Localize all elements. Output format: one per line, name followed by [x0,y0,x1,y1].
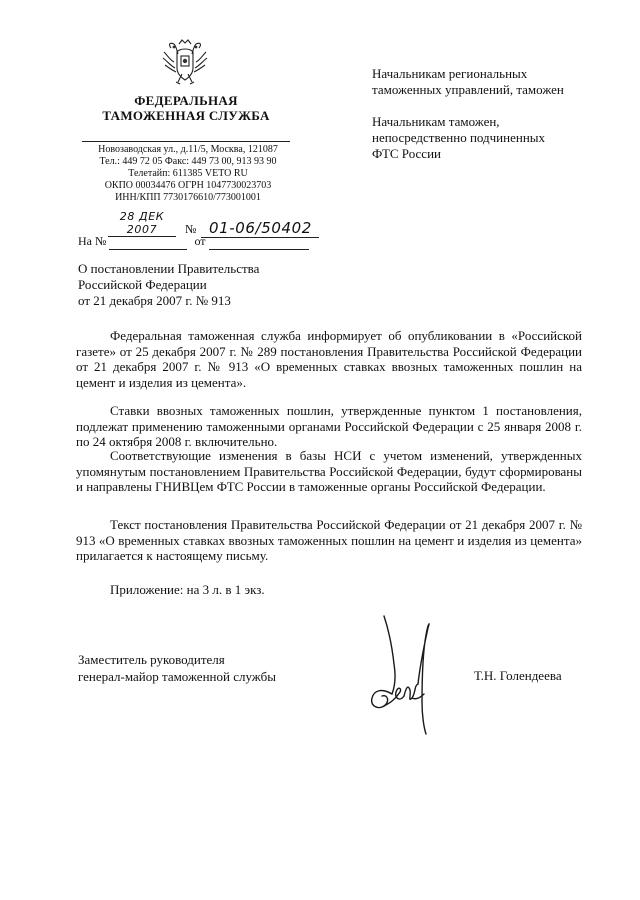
reply-from-label: от [194,234,206,248]
subject-line: О постановлении Правительства [78,261,260,276]
sender-address: Новозаводская ул., д.11/5, Москва, 121087 [98,144,278,155]
sender-phone-fax: Тел.: 449 72 05 Факс: 449 73 00, 913 93 90 [99,156,277,167]
addressee-line: непосредственно подчиненных [372,130,546,145]
signer-position [78,651,276,685]
body-paragraph-2: Ставки ввозных таможенных пошлин, утвержденные пунктом 1 постановления, подлежат применению таможенными органами Российской Федерации с 25 января 2008 г. по 24 октября 2008 г. включительно. [76,403,582,450]
signer-position-line: Заместитель руководителя [78,652,225,667]
letter-subject [78,261,338,309]
addressee-group-1 [372,66,612,98]
reply-number-label: На № [78,234,107,248]
body-paragraph-4: Текст постановления Правительства Российской Федерации от 21 декабря 2007 г. № 913 «О временных ставках ввозных таможенных пошлин на цемент и изделия из цемента» прилагается к настоящему письму. [76,517,582,564]
number-label: № [185,222,197,236]
addressee-line: Начальникам региональных [372,66,528,81]
outgoing-date: 28 ДЕК 2007 [108,210,176,237]
signer-position-line: генерал-майор таможенной службы [78,669,276,684]
signer-name: Т.Н. Голендеева [474,668,562,683]
body-paragraph-3: Соответствующие изменения в базы НСИ с учетом изменений, утвержденных упомянутым постановлением Правительства Российской Федерации, будут сформированы и направлены ГНИВЦем ФТС России в таможенные органы Российской Федерации. [76,448,582,495]
reply-reference [78,234,309,250]
subject-line: Российской Федерации [78,277,207,292]
addressee-group-2 [372,114,612,162]
reply-number-blank [109,234,187,250]
sender-teletype: Телетайп: 611385 VETO RU [128,168,248,179]
body-paragraph-1: Федеральная таможенная служба информирует об опубликовании в «Российской газете» от 25 декабря 2007 г. № 289 постановления Правительства Российской Федерации от 21 декабря 2007 г. № 913 «О временных ставках ввозных таможенных пошлин на цемент и изделия из цемента». [76,328,582,390]
addressee-line: ФТС России [372,146,441,161]
sender-org-line1: ФЕДЕРАЛЬНАЯ [134,93,238,108]
handwritten-signature-icon [362,606,442,736]
addressee-line: Начальникам таможен, [372,114,500,129]
attachment-note: Приложение: на 3 л. в 1 экз. [110,582,265,597]
sender-inn-kpp: ИНН/КПП 7730176610/773001001 [115,192,261,203]
addressee-line: таможенных управлений, таможен [372,82,564,97]
state-emblem-icon [160,38,210,86]
header-divider [82,141,290,142]
sender-org-line2: ТАМОЖЕННАЯ СЛУЖБА [102,108,270,123]
subject-line: от 21 декабря 2007 г. № 913 [78,293,231,308]
outgoing-number: 01-06/50402 [201,219,319,238]
reply-date-blank [209,234,309,250]
sender-okpo-ogrn: ОКПО 00034476 ОГРН 1047730023703 [104,180,272,191]
